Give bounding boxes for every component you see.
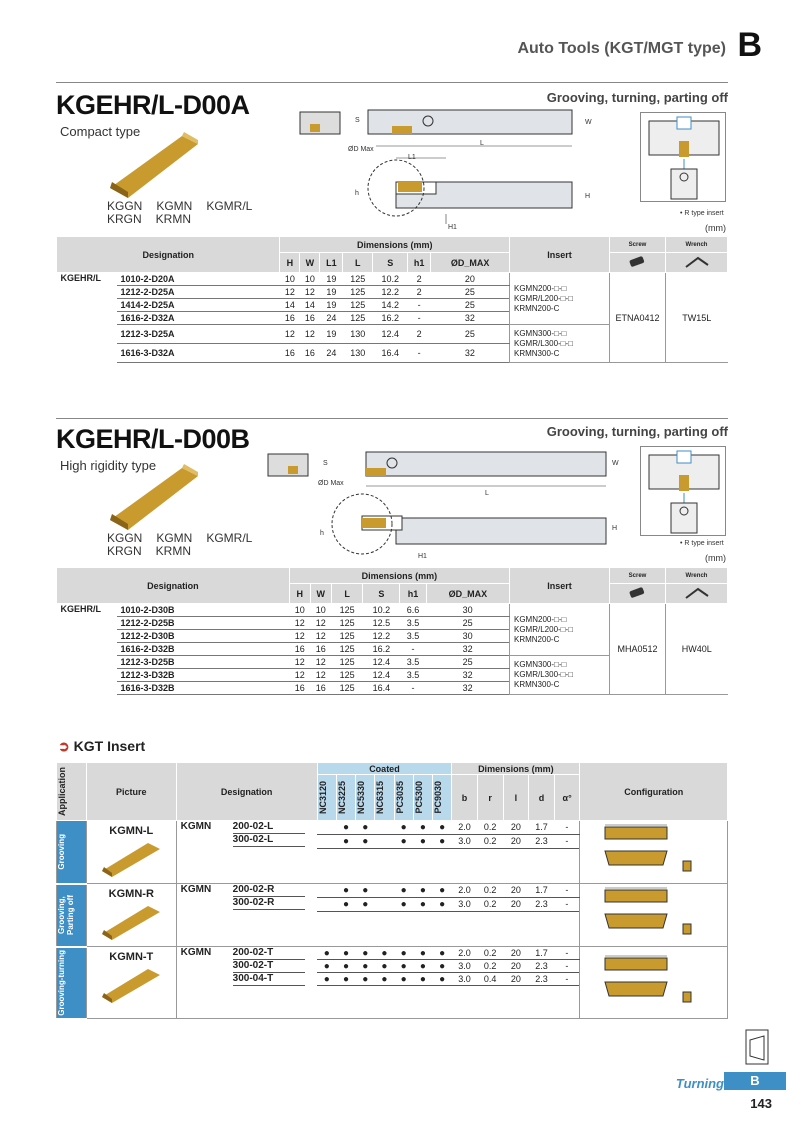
product-title-a: KGEHR/L-D00A bbox=[56, 90, 250, 120]
dim-label-l1: L1 bbox=[408, 154, 416, 161]
footer-section-letter: B bbox=[724, 1072, 786, 1090]
kgt-section-title: ➲ KGT Insert bbox=[58, 738, 146, 754]
insert-types-a: KGGN KGMN KGMR/L KRGN KRMN bbox=[107, 199, 253, 226]
spec-table-b: Designation Dimensions (mm) Insert Screw Wrench H W L S h1 ØD_MAX KGEHR/L 1010-2-D30B 10 10 125 10.2 6.6 30 KGMN200-□-□ KGMR/L200-□-□ KRMN200-C MHA0512 HW40L 1212-2-D25B 12 12 125 12.5 3.5 25 1212-2-D30B 12 12 125 12.2 3.5 30 1616-2-D32B 16 16 125 16.2 - 32 1212-3-D25B 12 12 125 12.4 3.5 25 KGMN300-□-□ KGMR/L300-□-□ KRMN300-C 1212-3-D32B 12 12 125 12.4 3.5 32 1616-3-D32B 16 16 125 16.4 - 32 bbox=[56, 567, 728, 695]
page-section-letter: B bbox=[737, 26, 762, 64]
footer-section-name: Turning bbox=[675, 1076, 724, 1091]
table-row: 1616-2-D32B 16 16 125 16.2 - 32 bbox=[57, 643, 728, 656]
unit-note-b: (mm) bbox=[705, 553, 726, 563]
r-type-note-b: • R type insert bbox=[680, 540, 724, 547]
r-type-note-a: • R type insert bbox=[680, 210, 724, 217]
table-row: 1212-2-D25B 12 12 125 12.5 3.5 25 bbox=[57, 617, 728, 630]
list-item: ● ● ● ● ● 3.0 0.2 20 2.3 - bbox=[57, 897, 728, 911]
tool-icon bbox=[742, 1026, 772, 1068]
col-dimensions: Dimensions (mm) bbox=[280, 237, 510, 253]
spec-table-a: Designation Dimensions (mm) Insert Screw Wrench H W L1 L S h1 ØD_MAX KGEHR/L 1010-2-D20A 10 10 19 125 10.2 2 20 KGMN200-□-□ KGMR/L200-□-□ KRMN200-C ETNA0412 TW15L 1212-2-D25A 12 12 19 125 12.2 2 25 1414-2-D25A 14 14 19 125 14.2 - 25 1616-2-D32A 16 16 24 125 16.2 - 32 1212-3-D25A 12 12 19 130 12.4 2 25 KGMN300-□-□ KGMR/L300-□-□ KRMN300-C 1616-3-D32A 16 16 24 130 16.4 - 32 bbox=[56, 236, 728, 363]
page-number: 143 bbox=[750, 1096, 772, 1111]
arrow-circle-icon: ➲ bbox=[58, 738, 70, 754]
screw-icon bbox=[610, 253, 666, 273]
dim-label-s: S bbox=[323, 460, 328, 467]
view-diagram-a bbox=[640, 112, 726, 202]
col-screw: Screw bbox=[610, 237, 666, 253]
table-row: KGEHR/L 1010-2-D30B 10 10 125 10.2 6.6 30 KGMN200-□-□ KGMR/L200-□-□ KRMN200-C MHA0512 HW40L bbox=[57, 604, 728, 617]
list-item: ● ● ● ● ● ● ● 3.0 0.4 20 2.3 - bbox=[57, 973, 728, 986]
table-row: 1212-3-D25B 12 12 125 12.4 3.5 25 KGMN300-□-□ KGMR/L300-□-□ KRMN300-C bbox=[57, 656, 728, 669]
table-row: 1616-2-D32A 16 16 24 125 16.2 - 32 bbox=[57, 312, 728, 325]
insert-picture bbox=[96, 837, 166, 877]
list-item: Grooving KGMN-L KGMN 200-02-L 300-02-L ● ● ● ● ● 2.0 0.2 20 1.7 - bbox=[57, 821, 728, 835]
wrench-icon bbox=[666, 584, 728, 604]
tagline-b: Grooving, turning, parting off bbox=[546, 424, 728, 439]
table-row: 1616-3-D32B 16 16 125 16.4 - 32 bbox=[57, 682, 728, 695]
tagline-a: Grooving, turning, parting off bbox=[546, 90, 728, 105]
dim-label-od: ØD Max bbox=[318, 480, 344, 487]
product-title-b: KGEHR/L-D00B bbox=[56, 424, 250, 454]
dim-label-w: W bbox=[585, 119, 592, 126]
dim-label-h-small: h bbox=[320, 530, 324, 537]
list-item: Grooving, Parting off KGMN-R KGMN 200-02-R 300-02-R ● ● ● ● ● 2.0 0.2 20 1.7 - bbox=[57, 884, 728, 898]
col-wrench: Wrench bbox=[666, 237, 728, 253]
dim-label-h1: H1 bbox=[418, 553, 427, 560]
dim-label-h1: H1 bbox=[448, 224, 457, 231]
insert-picture bbox=[96, 900, 166, 940]
insert-picture-a bbox=[98, 130, 208, 200]
col-designation: Designation bbox=[57, 237, 280, 273]
screw-icon bbox=[610, 584, 666, 604]
dim-label-l: L bbox=[485, 490, 489, 497]
wrench-icon bbox=[666, 253, 728, 273]
dim-label-l: L bbox=[480, 140, 484, 147]
list-item: ● ● ● ● ● 3.0 0.2 20 2.3 - bbox=[57, 834, 728, 848]
table-row: 1414-2-D25A 14 14 19 125 14.2 - 25 bbox=[57, 299, 728, 312]
insert-configuration-diagram bbox=[599, 821, 709, 881]
dim-label-h-small: h bbox=[355, 190, 359, 197]
insert-picture-b bbox=[98, 462, 208, 532]
view-diagram-b bbox=[640, 446, 726, 536]
unit-note-a: (mm) bbox=[705, 223, 726, 233]
table-row: 1212-3-D25A 12 12 19 130 12.4 2 25 KGMN300-□-□ KGMR/L300-□-□ KRMN300-C bbox=[57, 325, 728, 344]
product-subtitle-a: Compact type bbox=[60, 124, 141, 139]
list-item: ● ● ● ● ● ● ● 3.0 0.2 20 2.3 - bbox=[57, 960, 728, 973]
section-divider bbox=[56, 418, 728, 419]
table-row: 1616-3-D32A 16 16 24 130 16.4 - 32 bbox=[57, 344, 728, 363]
dim-label-h: H bbox=[612, 525, 618, 532]
insert-types-b: KGGN KGMN KGMR/L KRGN KRMN bbox=[107, 531, 253, 558]
list-item: Grooving-turning KGMN-T KGMN 200-02-T 300-02-T 300-04-T ● ● ● ● ● ● ● 2.0 0.2 20 1.7 - bbox=[57, 947, 728, 960]
insert-configuration-diagram bbox=[599, 952, 709, 1012]
col-insert: Insert bbox=[510, 237, 610, 273]
page-header-title: Auto Tools (KGT/MGT type) bbox=[517, 40, 726, 57]
dim-label-w: W bbox=[612, 460, 619, 467]
insert-picture bbox=[96, 963, 166, 1003]
dim-label-od: ØD Max bbox=[348, 146, 374, 153]
table-row: 1212-2-D25A 12 12 19 125 12.2 2 25 bbox=[57, 286, 728, 299]
holder-drawing-a bbox=[296, 104, 586, 232]
table-row: 1212-2-D30B 12 12 125 12.2 3.5 30 bbox=[57, 630, 728, 643]
dim-label-s: S bbox=[355, 117, 360, 124]
product-subtitle-b: High rigidity type bbox=[60, 458, 157, 473]
kgt-insert-table: Application Picture Designation Coated Dimensions (mm) Configuration NC3120 NC3225 NC5330 NC6315 PC3035 PC5300 PC9030 b r l d α° Grooving KGMN-L KGMN 200-02-L 300-02-L ● ● ● ● ● 2.0 0.2 20 1.7 - ● ● ● ● ● 3.0 0.2 20 2.3 - Grooving, Parting off KGMN-R KGMN 200-02-R 300-02-R ● ● ● ● ● 2.0 0.2 20 1.7 - ● ● ● ● ● 3.0 0.2 20 2.3 - Grooving-turning KGMN-T KGMN 200-02-T 300-02-T 300-04-T ● ● ● ● ● ● ● 2.0 0.2 20 1.7 - ● ● ● ● ● ● ● 3.0 0.2 20 2.3 - ● ● ● ● ● ● ● 3.0 0.4 20 2.3 - bbox=[56, 762, 728, 1020]
section-divider bbox=[56, 82, 728, 83]
holder-drawing-b bbox=[266, 446, 616, 566]
insert-configuration-diagram bbox=[599, 884, 709, 944]
table-row: KGEHR/L 1010-2-D20A 10 10 19 125 10.2 2 20 KGMN200-□-□ KGMR/L200-□-□ KRMN200-C ETNA0412 TW15L bbox=[57, 273, 728, 286]
dim-label-h: H bbox=[585, 193, 591, 200]
table-row: 1212-3-D32B 12 12 125 12.4 3.5 32 bbox=[57, 669, 728, 682]
